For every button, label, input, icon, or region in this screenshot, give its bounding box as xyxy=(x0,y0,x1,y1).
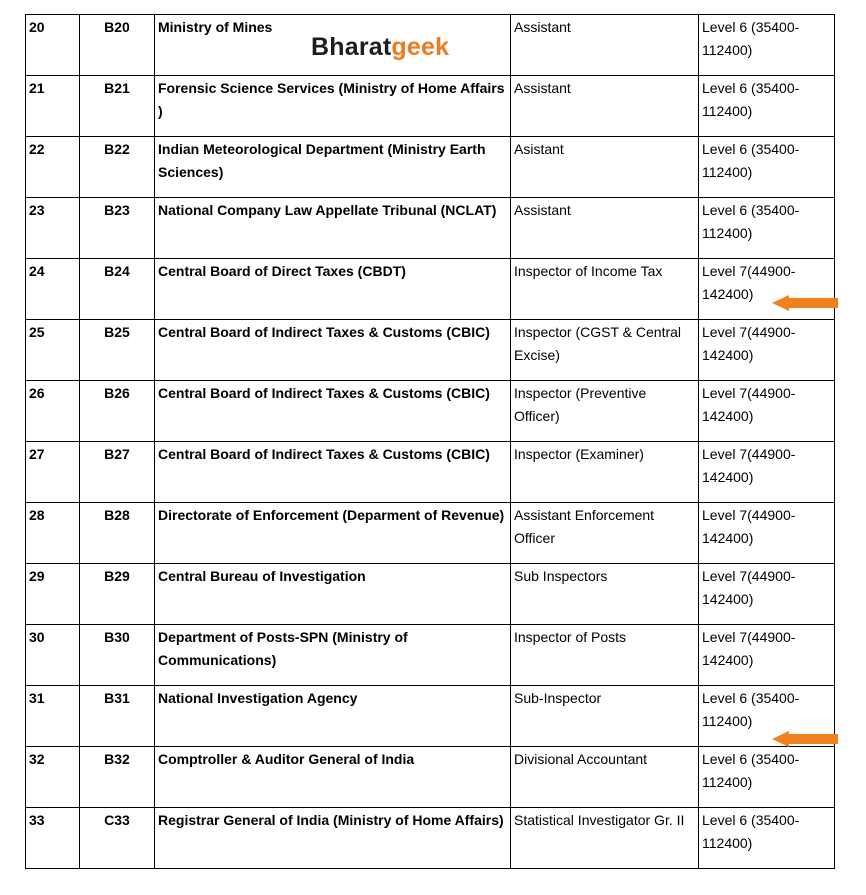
table-row xyxy=(26,259,835,320)
department-cell: Ministry of Mines xyxy=(155,15,511,76)
post-code-cell: B20 xyxy=(80,15,155,76)
post-code-cell: B29 xyxy=(80,564,155,625)
table-row xyxy=(26,503,835,564)
pay-level-cell: Level 6 (35400-112400) xyxy=(699,76,835,137)
post-name-cell: Inspector of Income Tax xyxy=(511,259,699,320)
table-row xyxy=(26,442,835,503)
post-code-cell: B23 xyxy=(80,198,155,259)
post-code-cell: B27 xyxy=(80,442,155,503)
department-cell: National Company Law Appellate Tribunal (NCLAT) xyxy=(155,198,511,259)
pay-level-cell: Level 6 (35400-112400) xyxy=(699,686,835,747)
logo-part-geek: geek xyxy=(391,33,450,61)
pay-level-cell: Level 7(44900-142400) xyxy=(699,564,835,625)
post-code-cell: B25 xyxy=(80,320,155,381)
department-cell: Central Bureau of Investigation xyxy=(155,564,511,625)
department-cell: Forensic Science Services (Ministry of Home Affairs ) xyxy=(155,76,511,137)
post-name-cell: Assistant Enforcement Officer xyxy=(511,503,699,564)
pay-level-cell: Level 6 (35400-112400) xyxy=(699,808,835,869)
serial-number-cell: 28 xyxy=(26,503,80,564)
department-cell: Central Board of Direct Taxes (CBDT) xyxy=(155,259,511,320)
serial-number-cell: 20 xyxy=(26,15,80,76)
table-row xyxy=(26,76,835,137)
pay-level-cell: Level 6 (35400-112400) xyxy=(699,747,835,808)
post-name-cell: Sub Inspectors xyxy=(511,564,699,625)
left-arrow-icon xyxy=(772,731,838,747)
department-cell: Central Board of Indirect Taxes & Customs (CBIC) xyxy=(155,381,511,442)
department-cell: Comptroller & Auditor General of India xyxy=(155,747,511,808)
department-cell: Central Board of Indirect Taxes & Customs (CBIC) xyxy=(155,442,511,503)
table-row xyxy=(26,747,835,808)
department-cell: Central Board of Indirect Taxes & Customs (CBIC) xyxy=(155,320,511,381)
pay-level-cell: Level 7(44900-142400) xyxy=(699,625,835,686)
post-name-cell: Assistant xyxy=(511,198,699,259)
left-arrow-icon xyxy=(772,295,838,311)
serial-number-cell: 24 xyxy=(26,259,80,320)
posts-table xyxy=(25,14,835,869)
serial-number-cell: 31 xyxy=(26,686,80,747)
table-row xyxy=(26,320,835,381)
bharatgeek-logo xyxy=(311,33,449,62)
serial-number-cell: 21 xyxy=(26,76,80,137)
pay-level-cell: Level 7(44900-142400) xyxy=(699,442,835,503)
table-row xyxy=(26,198,835,259)
department-cell: Department of Posts-SPN (Ministry of Communications) xyxy=(155,625,511,686)
pay-level-cell: Level 7(44900-142400) xyxy=(699,381,835,442)
pay-level-cell: Level 6 (35400-112400) xyxy=(699,198,835,259)
post-code-cell: B26 xyxy=(80,381,155,442)
post-name-cell: Sub-Inspector xyxy=(511,686,699,747)
post-name-cell: Inspector (CGST & Central Excise) xyxy=(511,320,699,381)
post-code-cell: B30 xyxy=(80,625,155,686)
serial-number-cell: 32 xyxy=(26,747,80,808)
department-cell: Indian Meteorological Department (Ministry Earth Sciences) xyxy=(155,137,511,198)
serial-number-cell: 29 xyxy=(26,564,80,625)
table-row xyxy=(26,808,835,869)
post-code-cell: B32 xyxy=(80,747,155,808)
logo-part-bharat: Bharat xyxy=(311,33,392,61)
post-name-cell: Assistant xyxy=(511,15,699,76)
serial-number-cell: 23 xyxy=(26,198,80,259)
department-cell: Directorate of Enforcement (Deparment of Revenue) xyxy=(155,503,511,564)
table-row xyxy=(26,625,835,686)
serial-number-cell: 30 xyxy=(26,625,80,686)
pay-level-cell: Level 6 (35400-112400) xyxy=(699,15,835,76)
serial-number-cell: 26 xyxy=(26,381,80,442)
department-cell: Registrar General of India (Ministry of Home Affairs) xyxy=(155,808,511,869)
table-row xyxy=(26,137,835,198)
department-cell: National Investigation Agency xyxy=(155,686,511,747)
serial-number-cell: 33 xyxy=(26,808,80,869)
pay-level-cell: Level 7(44900-142400) xyxy=(699,503,835,564)
post-name-cell: Inspector of Posts xyxy=(511,625,699,686)
post-name-cell: Inspector (Preventive Officer) xyxy=(511,381,699,442)
post-code-cell: B28 xyxy=(80,503,155,564)
post-code-cell: B21 xyxy=(80,76,155,137)
post-code-cell: C33 xyxy=(80,808,155,869)
post-name-cell: Assistant xyxy=(511,76,699,137)
table-row xyxy=(26,381,835,442)
pay-level-cell: Level 7(44900-142400) xyxy=(699,320,835,381)
post-name-cell: Asistant xyxy=(511,137,699,198)
pay-level-cell: Level 7(44900-142400) xyxy=(699,259,835,320)
serial-number-cell: 22 xyxy=(26,137,80,198)
post-name-cell: Inspector (Examiner) xyxy=(511,442,699,503)
pay-level-cell: Level 6 (35400-112400) xyxy=(699,137,835,198)
post-code-cell: B24 xyxy=(80,259,155,320)
post-name-cell: Statistical Investigator Gr. II xyxy=(511,808,699,869)
table-row xyxy=(26,686,835,747)
serial-number-cell: 25 xyxy=(26,320,80,381)
post-code-cell: B22 xyxy=(80,137,155,198)
table-row xyxy=(26,564,835,625)
serial-number-cell: 27 xyxy=(26,442,80,503)
post-name-cell: Divisional Accountant xyxy=(511,747,699,808)
post-code-cell: B31 xyxy=(80,686,155,747)
